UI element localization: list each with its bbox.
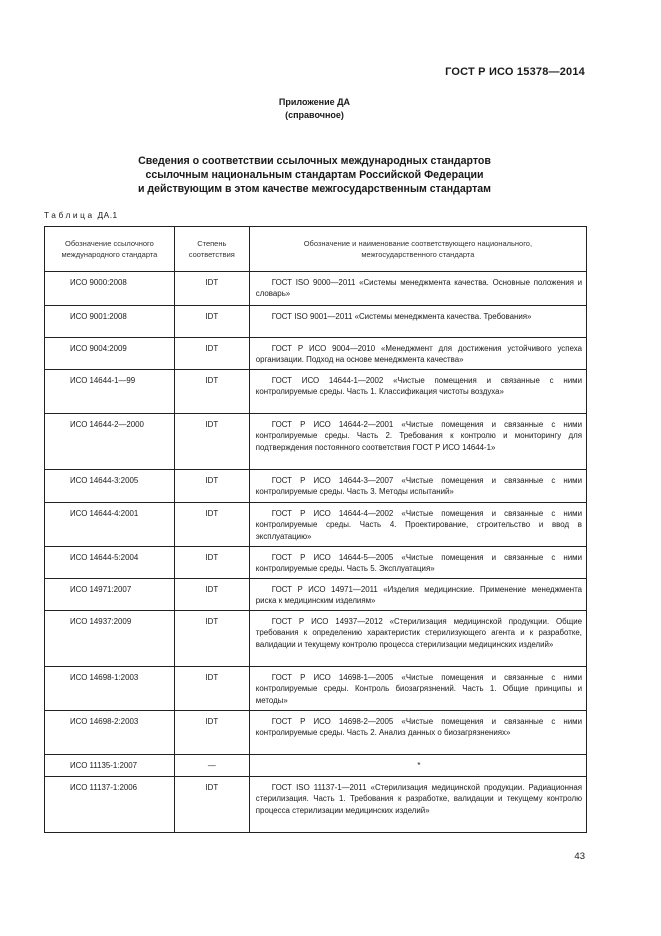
national-standard-text: ГОСТ Р ИСО 9004—2010 «Менеджмент для достижения устойчивого успеха организации. Подход на основе менеджмента качества» [255, 344, 582, 365]
table-row [45, 611, 587, 667]
national-standard-text: ГОСТ Р ИСО 14971—2011 «Изделия медицинские. Применение менеджмента риска к медицинским изделиям» [255, 585, 582, 606]
national-standard-cell [249, 547, 586, 579]
appendix-title: Приложение ДА [278, 97, 351, 107]
degree-cell: IDT [174, 306, 249, 338]
international-standard-cell: ИСО 14644-5:2004 [45, 547, 175, 579]
national-standard-text: ГОСТ ISO 9000—2011 «Системы менеджмента качества. Основные положения и словарь» [255, 278, 582, 299]
national-standard-cell [249, 611, 586, 667]
table-row [45, 755, 587, 777]
national-standard-text: ГОСТ ISO 11137-1—2011 «Стерилизация медицинской продукции. Радиационная стерилизация. Часть 1. Требования к разработке, валидации и текущему контролю процесса стерилизации медицинских изделий» [255, 783, 582, 815]
table-row [45, 503, 587, 547]
national-standard-cell [249, 370, 586, 414]
national-standard-text: ГОСТ ISO 9001—2011 «Системы менеджмента качества. Требования» [271, 312, 532, 321]
degree-cell: IDT [174, 370, 249, 414]
national-standard-cell [249, 711, 586, 755]
table-row [45, 711, 587, 755]
column-header-standard: Обозначение ссылочного международного стандарта [45, 227, 175, 272]
national-standard-cell [249, 470, 586, 503]
international-standard-cell: ИСО 14971:2007 [45, 579, 175, 611]
national-standard-cell [249, 503, 586, 547]
national-standard-cell [249, 579, 586, 611]
international-standard-cell: ИСО 14644-3:2005 [45, 470, 175, 503]
title-line: Сведения о соответствии ссылочных международных стандартов [138, 155, 491, 167]
table-label-prefix: Таблица [44, 210, 95, 220]
column-header-degree: Степень соответствия [174, 227, 249, 272]
table-row [45, 777, 587, 833]
document-title [0, 154, 629, 196]
table-label-number: ДА.1 [97, 210, 118, 220]
appendix-subtitle: (справочное) [285, 110, 344, 120]
degree-cell: IDT [174, 503, 249, 547]
degree-cell: IDT [174, 711, 249, 755]
table-row [45, 370, 587, 414]
correspondence-table [44, 226, 587, 833]
national-standard-cell [249, 777, 586, 833]
international-standard-cell: ИСО 14644-1—99 [45, 370, 175, 414]
international-standard-cell: ИСО 9000:2008 [45, 272, 175, 306]
table-row [45, 272, 587, 306]
column-header-national-standard: Обозначение и наименование соответствующего национального, межгосударственного стандарта [249, 227, 586, 272]
international-standard-cell: ИСО 14644-2—2000 [45, 414, 175, 470]
national-standard-text: ГОСТ ИСО 14644-1—2002 «Чистые помещения и связанные с ними контролируемые среды. Часть 1. Классификация чистоты воздуха» [255, 376, 582, 397]
international-standard-cell: ИСО 14644-4:2001 [45, 503, 175, 547]
table-row [45, 667, 587, 711]
table-row [45, 579, 587, 611]
degree-cell: IDT [174, 667, 249, 711]
table-label [44, 210, 118, 220]
degree-cell: IDT [174, 272, 249, 306]
degree-cell: IDT [174, 338, 249, 370]
national-standard-cell [249, 306, 586, 338]
degree-cell: IDT [174, 547, 249, 579]
table-row [45, 470, 587, 503]
national-standard-text: ГОСТ Р ИСО 14698-1—2005 «Чистые помещения и связанные с ними контролируемые среды. Контроль биозагрязнений. Часть 1. Общие принципы и методы» [255, 673, 582, 705]
degree-cell: IDT [174, 579, 249, 611]
international-standard-cell: ИСО 14698-2:2003 [45, 711, 175, 755]
degree-cell: — [174, 755, 249, 777]
national-standard-text: ГОСТ Р ИСО 14644-2—2001 «Чистые помещения и связанные с ними контролируемые среды. Часть 2. Требования к контролю и мониторингу для подтверждения постоянного соответствия ГОСТ Р ИСО 14644-1» [255, 420, 582, 452]
degree-cell: IDT [174, 611, 249, 667]
national-standard-cell [249, 414, 586, 470]
international-standard-cell: ИСО 14937:2009 [45, 611, 175, 667]
international-standard-cell: ИСО 11137-1:2006 [45, 777, 175, 833]
document-code: ГОСТ Р ИСО 15378—2014 [445, 66, 585, 78]
table-row [45, 306, 587, 338]
degree-cell: IDT [174, 414, 249, 470]
national-standard-text: ГОСТ Р ИСО 14644-5—2005 «Чистые помещения и связанные с ними контролируемые среды. Часть 5. Эксплуатация» [255, 553, 582, 574]
national-standard-cell [249, 755, 586, 777]
national-standard-cell [249, 338, 586, 370]
national-standard-text: * [417, 761, 421, 770]
international-standard-cell: ИСО 11135-1:2007 [45, 755, 175, 777]
title-line: ссылочным национальным стандартам Российской Федерации [145, 169, 484, 181]
appendix-heading [0, 96, 629, 122]
page-number: 43 [574, 851, 585, 862]
table-header-row [45, 227, 587, 272]
national-standard-text: ГОСТ Р ИСО 14937—2012 «Стерилизация медицинской продукции. Общие требования к определению характеристик стерилизующего агента и к разработке, валидации и текущему контролю процесса стерилизации медицинских изделий» [255, 617, 582, 649]
national-standard-text: ГОСТ Р ИСО 14644-4—2002 «Чистые помещения и связанные с ними контролируемые среды. Часть 4. Проектирование, строительство и ввод в эксплуатацию» [255, 509, 582, 541]
national-standard-cell [249, 272, 586, 306]
table-row [45, 338, 587, 370]
national-standard-text: ГОСТ Р ИСО 14698-2—2005 «Чистые помещения и связанные с ними контролируемые среды. Часть 2. Анализ данных о биозагрязнениях» [255, 717, 582, 738]
national-standard-cell [249, 667, 586, 711]
international-standard-cell: ИСО 14698-1:2003 [45, 667, 175, 711]
table-row [45, 414, 587, 470]
degree-cell: IDT [174, 470, 249, 503]
title-line: и действующим в этом качестве межгосударственным стандартам [137, 183, 492, 195]
degree-cell: IDT [174, 777, 249, 833]
national-standard-text: ГОСТ Р ИСО 14644-3—2007 «Чистые помещения и связанные с ними контролируемые среды. Часть 3. Методы испытаний» [255, 476, 582, 497]
table-row [45, 547, 587, 579]
international-standard-cell: ИСО 9004:2009 [45, 338, 175, 370]
international-standard-cell: ИСО 9001:2008 [45, 306, 175, 338]
